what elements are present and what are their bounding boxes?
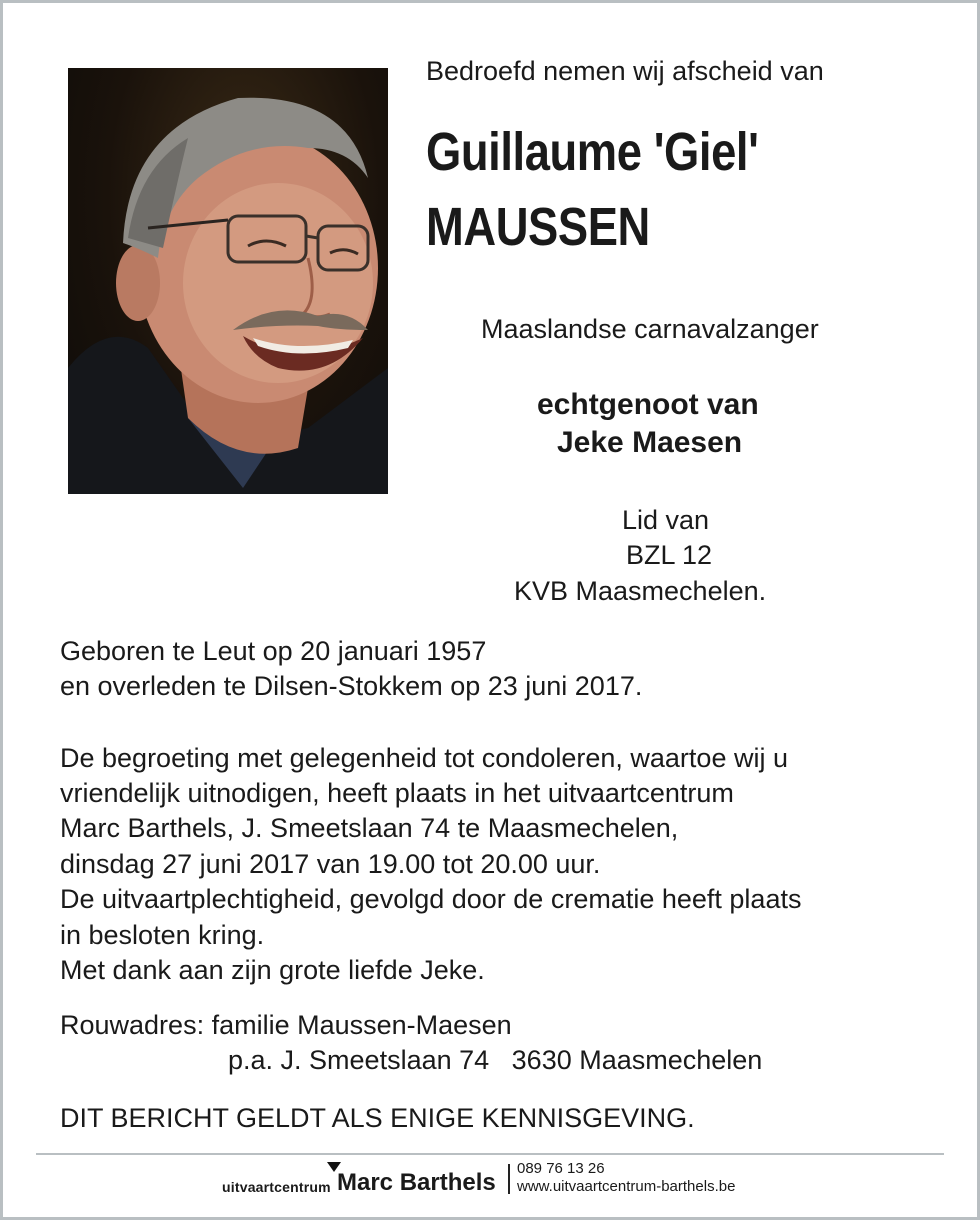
phone-number: 089 76 13 26 — [517, 1160, 605, 1177]
address-label: Rouwadres: familie Maussen-Maesen — [60, 1010, 512, 1040]
intro-line: Bedroefd nemen wij afscheid van — [426, 56, 824, 86]
footer-separator — [508, 1164, 510, 1194]
spouse-label: echtgenoot van — [537, 388, 759, 421]
closing-line: DIT BERICHT GELDT ALS ENIGE KENNISGEVING. — [60, 1103, 695, 1133]
logo-name: Marc Barthels — [337, 1169, 496, 1196]
membership-item: BZL 12 — [626, 540, 713, 570]
spouse-name: Jeke Maesen — [557, 426, 743, 459]
ceremony-line: Marc Barthels, J. Smeetslaan 74 te Maasmechelen, — [60, 813, 679, 843]
ceremony-line: De begroeting met gelegenheid tot condoleren, waartoe wij u — [60, 743, 788, 773]
membership-item: KVB Maasmechelen. — [514, 576, 767, 606]
death-line: en overleden te Dilsen-Stokkem op 23 juni 2017. — [60, 671, 643, 701]
deceased-role: Maaslandse carnavalzanger — [481, 314, 819, 344]
ceremony-line: Met dank aan zijn grote liefde Jeke. — [60, 955, 485, 985]
logo-subtitle: uitvaartcentrum — [222, 1179, 331, 1195]
portrait-photo — [68, 68, 388, 494]
website-link[interactable]: www.uitvaartcentrum-barthels.be — [517, 1178, 736, 1195]
membership-label: Lid van — [622, 505, 710, 535]
address-line: p.a. J. Smeetslaan 74 3630 Maasmechelen — [228, 1045, 763, 1075]
ceremony-line: in besloten kring. — [60, 920, 265, 950]
footer-divider — [36, 1153, 944, 1155]
deceased-surname: MAUSSEN — [426, 197, 650, 257]
birth-line: Geboren te Leut op 20 januari 1957 — [60, 636, 487, 666]
deceased-name: Guillaume 'Giel' — [426, 122, 759, 182]
ceremony-line: vriendelijk uitnodigen, heeft plaats in het uitvaartcentrum — [60, 778, 734, 808]
ceremony-line: De uitvaartplechtigheid, gevolgd door de crematie heeft plaats — [60, 884, 802, 914]
ceremony-line: dinsdag 27 juni 2017 van 19.00 tot 20.00 uur. — [60, 849, 601, 879]
